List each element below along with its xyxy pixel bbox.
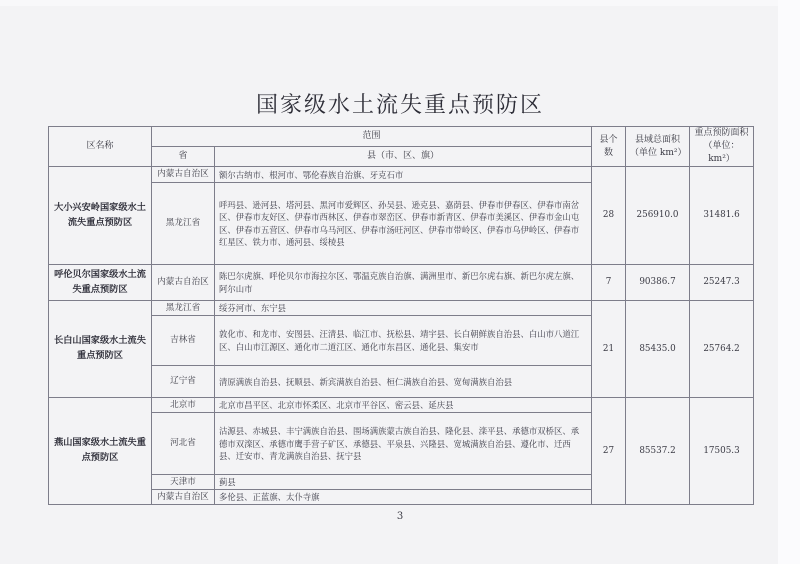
header-scope: 范围 (152, 127, 592, 147)
province-cell: 辽宁省 (152, 366, 215, 398)
header-prevention-area-unit: （单位：km²） (703, 141, 740, 165)
table-row (49, 398, 754, 413)
header-prevention-area (690, 127, 754, 167)
header-county-count: 县个数 (592, 127, 626, 167)
prevention-area: 25764.2 (690, 301, 754, 398)
header-total-area-label: 县域总面积 (635, 134, 681, 145)
counties-cell: 额尔古纳市、根河市、鄂伦春族自治旗、牙克石市 (215, 167, 592, 183)
header-region-name: 区名称 (49, 127, 152, 167)
province-cell: 内蒙古自治区 (152, 490, 215, 505)
page-title: 国家级水土流失重点预防区 (255, 93, 544, 118)
counties-cell: 陈巴尔虎旗、呼伦贝尔市海拉尔区、鄂温克族自治旗、满洲里市、新巴尔虎右旗、新巴尔虎左旗、阿尔山市 (215, 265, 592, 301)
province-cell: 内蒙古自治区 (152, 265, 215, 301)
total-area: 85435.0 (626, 301, 690, 398)
province-cell: 天津市 (152, 475, 215, 490)
total-area: 85537.2 (626, 398, 690, 505)
province-cell: 吉林省 (152, 316, 215, 366)
province-cell: 内蒙古自治区 (152, 167, 215, 183)
header-province: 省 (152, 147, 215, 167)
province-cell: 黑龙江省 (152, 183, 215, 265)
table-row (49, 167, 754, 183)
prevention-area: 17505.3 (690, 398, 754, 505)
region-name: 燕山国家级水土流失重点预防区 (49, 398, 152, 505)
counties-cell: 蓟县 (215, 475, 592, 490)
total-area: 256910.0 (626, 167, 690, 265)
county-count: 7 (592, 265, 626, 301)
scan-top-edge (0, 0, 800, 6)
table-row (49, 265, 754, 301)
prevention-area: 25247.3 (690, 265, 754, 301)
counties-cell: 呼玛县、逊河县、塔河县、黑河市爱辉区、孙吴县、逊克县、嘉荫县、伊春市伊春区、伊春市南岔区、伊春市友好区、伊春市西林区、伊春市翠峦区、伊春市新青区、伊春市美溪区、伊春市金山屯区、伊春市五营区、伊春市乌马河区、伊春市汤旺河区、伊春市带岭区、伊春市乌伊岭区、伊春市红星区、铁力市、通河县、绥棱县 (215, 183, 592, 265)
province-cell: 黑龙江省 (152, 301, 215, 316)
counties-cell: 敦化市、和龙市、安图县、汪清县、临江市、抚松县、靖宇县、长白朝鲜族自治县、白山市八道江区、白山市江源区、通化市二道江区、通化市东昌区、通化县、集安市 (215, 316, 592, 366)
prevention-area: 31481.6 (690, 167, 754, 265)
counties-cell: 绥芬河市、东宁县 (215, 301, 592, 316)
header-total-area-unit: （单位 km²） (630, 147, 687, 158)
header-county: 县（市、区、旗） (215, 147, 592, 167)
region-name: 呼伦贝尔国家级水土流失重点预防区 (49, 265, 152, 301)
county-count: 21 (592, 301, 626, 398)
region-name: 大小兴安岭国家级水土流失重点预防区 (49, 167, 152, 265)
region-name: 长白山国家级水土流失重点预防区 (49, 301, 152, 398)
page-number: 3 (396, 511, 404, 522)
scan-right-edge (778, 0, 800, 564)
counties-cell: 沽源县、赤城县、丰宁满族自治县、围场满族蒙古族自治县、隆化县、滦平县、承德市双桥区、承德市双滦区、承德市鹰手营子矿区、承德县、平泉县、兴隆县、宽城满族自治县、遵化市、迁西县、迁安市、青龙满族自治县、抚宁县 (215, 413, 592, 475)
header-prevention-area-label: 重点预防面积 (694, 128, 749, 138)
prevention-zone-table (48, 126, 754, 505)
header-total-area (626, 127, 690, 167)
province-cell: 北京市 (152, 398, 215, 413)
county-count: 28 (592, 167, 626, 265)
table-row (49, 301, 754, 316)
total-area: 90386.7 (626, 265, 690, 301)
counties-cell: 清原满族自治县、抚顺县、新宾满族自治县、桓仁满族自治县、宽甸满族自治县 (215, 366, 592, 398)
counties-cell: 多伦县、正蓝旗、太仆寺旗 (215, 490, 592, 505)
counties-cell: 北京市昌平区、北京市怀柔区、北京市平谷区、密云县、延庆县 (215, 398, 592, 413)
county-count: 27 (592, 398, 626, 505)
province-cell: 河北省 (152, 413, 215, 475)
